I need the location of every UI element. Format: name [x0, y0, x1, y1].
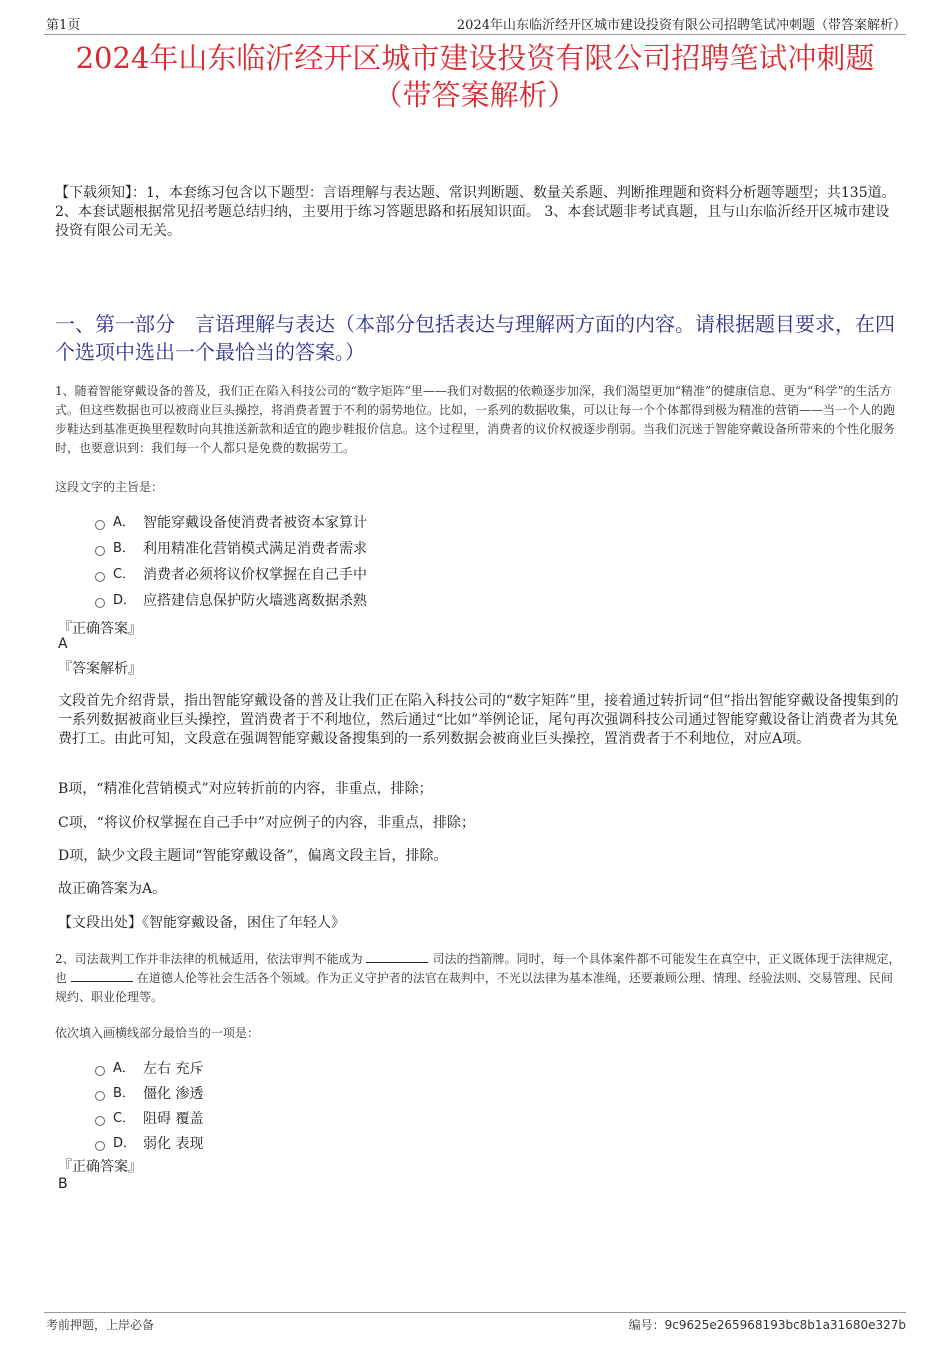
question-2-options: [95, 1056, 203, 1156]
option-a[interactable]: A． 智能穿戴设备使消费者被资本家算计: [95, 510, 367, 536]
blank-1: [366, 962, 428, 963]
radio-icon[interactable]: [95, 520, 105, 530]
question-2-text: 2、司法裁判工作并非法律的机械适用，依法审判不能成为 司法的挡箭牌。同时，每一个具体案件都不可能发生在真空中，正义既体现于法律规定，也 在道德人伦等社会生活各个领域。作为正义守护者的法官在裁判中，不光以法律为基本准绳，还要兼顾公理、情理、经验法则、交易管理、民间规约、职业伦理等。: [55, 952, 901, 1004]
radio-icon[interactable]: [95, 1116, 105, 1126]
radio-icon[interactable]: [95, 1141, 105, 1151]
title-line-2: （带答案解析）: [373, 78, 577, 112]
radio-icon[interactable]: [95, 598, 105, 608]
download-notice: 【下载须知】：1，本套练习包含以下题型：言语理解与表达题、常识判断题、数量关系题、判断推理题和资料分析题等题型；共135道。 2、本套试题根据常见招考题总结归纳，主要用于练习答题思路和拓展知识面。 3、本套试题非考试真题，且与山东临沂经开区城市建设投资有限公司无关。: [55, 185, 896, 239]
question-2-prompt: 依次填入画横线部分最恰当的一项是：: [55, 1026, 260, 1040]
option-d[interactable]: D． 应搭建信息保护防火墙逃离数据杀熟: [95, 588, 367, 614]
option-b[interactable]: B． 利用精准化营销模式满足消费者需求: [95, 536, 367, 562]
radio-icon[interactable]: [95, 1066, 105, 1076]
blank-2: [71, 981, 133, 982]
analysis-option-d: D项，缺少文段主题词“智能穿戴设备”，偏离文段主旨，排除。: [58, 848, 448, 864]
analysis-paragraph: 文段首先介绍背景，指出智能穿戴设备的普及让我们正在陷入科技公司的“数字矩阵”里，接着通过转折词“但”指出智能穿戴设备搜集到的一系列数据被商业巨头操控，置消费者于不利地位，然后通过“比如”举例论证，尾句再次强调科技公司通过智能穿戴设备让消费者为其免费打工。由此可知，文段意在强调智能穿戴设备搜集到的一系列数据会被商业巨头操控，置消费者于不利地位，对应A项。: [58, 693, 899, 747]
footer-slogan: 考前押题，上岸必备: [46, 1318, 155, 1332]
radio-icon[interactable]: [95, 572, 105, 582]
analysis-option-b: B项，“精准化营销模式”对应转折前的内容，非重点，排除；: [58, 781, 433, 797]
option-c[interactable]: C． 消费者必须将议价权掌握在自己手中: [95, 562, 367, 588]
title-line-1: 2024年山东临沂经开区城市建设投资有限公司招聘笔试冲刺题: [75, 41, 875, 75]
answer-label: 『正确答案』: [58, 1159, 142, 1175]
answer-value: A: [58, 636, 68, 652]
question-1-options: [95, 510, 367, 614]
document-title: [40, 40, 910, 114]
radio-icon[interactable]: [95, 1091, 105, 1101]
option-d[interactable]: D． 弱化 表现: [95, 1131, 203, 1156]
option-b[interactable]: B． 僵化 渗透: [95, 1081, 203, 1106]
section-title: 一、第一部分 言语理解与表达（本部分包括表达与理解两方面的内容。请根据题目要求，在四个选项中选出一个最恰当的答案。）: [55, 312, 895, 364]
radio-icon[interactable]: [95, 546, 105, 556]
question-1-prompt: 这段文字的主旨是：: [55, 480, 164, 494]
footer-code: 编号：9c9625e265968193bc8b1a31680e327b: [628, 1318, 906, 1332]
header-divider: [44, 34, 906, 35]
page-number: 第1页: [46, 18, 81, 33]
passage-source: 【文段出处】《智能穿戴设备，困住了年轻人》: [58, 915, 345, 931]
question-1-text: 1、随着智能穿戴设备的普及，我们正在陷入科技公司的“数字矩阵”里——我们对数据的依赖逐步加深，我们渴望更加“精准”的健康信息、更为“科学”的生活方式。但这些数据也可以被商业巨头操控，将消费者置于不利的弱势地位。比如，一系列的数据收集，可以让每一个个体都得到极为精准的营销——当一个人的跑步鞋达到基准更换里程数时向其推送新款和适宜的跑步鞋报价信息。这个过程里，消费者的议价权被逐步削弱。当我们沉迷于智能穿戴设备所带来的个性化服务时，也要意识到：我们每一个人都只是免费的数据劳工。: [55, 384, 896, 455]
analysis-option-c: C项，“将议价权掌握在自己手中”对应例子的内容，非重点，排除；: [58, 815, 476, 831]
running-header-title: 2024年山东临沂经开区城市建设投资有限公司招聘笔试冲刺题（带答案解析）: [456, 18, 906, 33]
footer-divider: [44, 1312, 906, 1313]
answer-label: 『正确答案』: [58, 621, 142, 637]
answer-value: B: [58, 1176, 68, 1192]
option-a[interactable]: A． 左右 充斥: [95, 1056, 203, 1081]
analysis-label: 『答案解析』: [58, 661, 142, 677]
analysis-conclusion: 故正确答案为A。: [58, 881, 167, 897]
option-c[interactable]: C． 阻碍 覆盖: [95, 1106, 203, 1131]
